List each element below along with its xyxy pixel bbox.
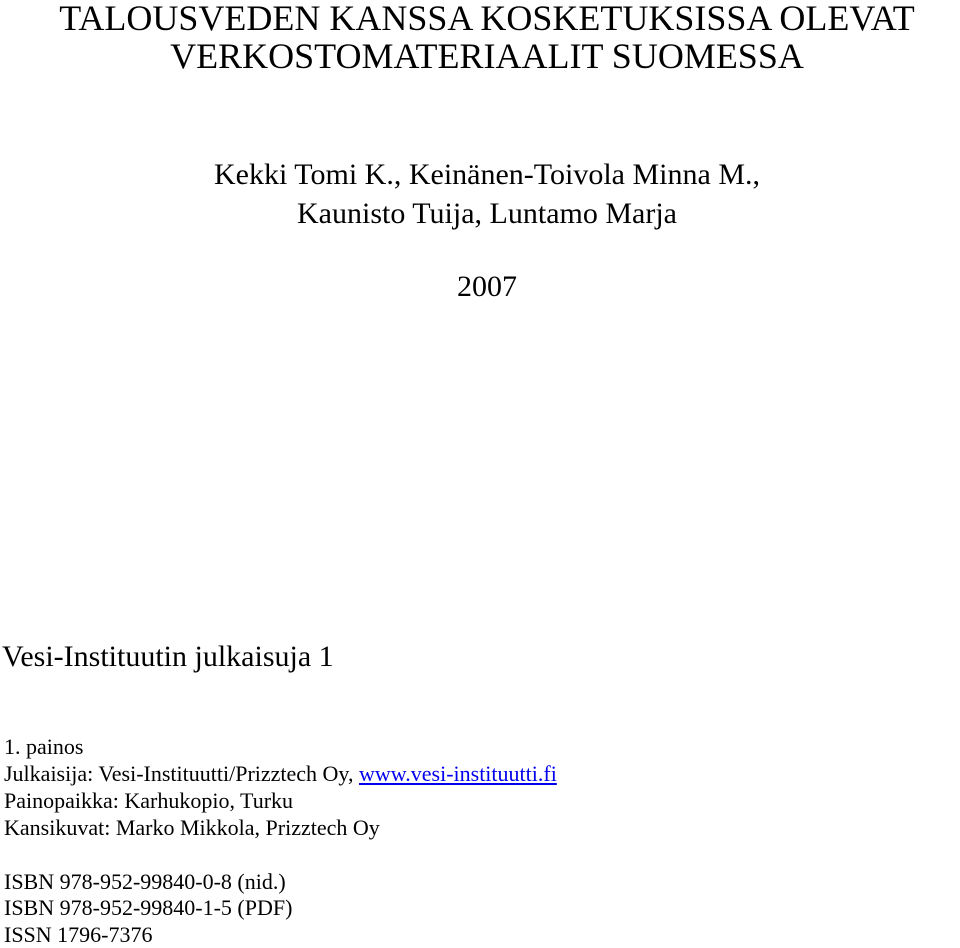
publisher-link[interactable]: www.vesi-instituutti.fi <box>359 761 557 786</box>
document-title-line-1: TALOUSVEDEN KANSSA KOSKETUKSISSA OLEVAT <box>59 0 915 38</box>
isbn-pdf: ISBN 978-952-99840-1-5 (PDF) <box>4 895 293 920</box>
isbn-print: ISBN 978-952-99840-0-8 (nid.) <box>4 869 286 894</box>
series-title: Vesi-Instituutin julkaisuja 1 <box>2 640 334 673</box>
edition: 1. painos <box>4 734 84 759</box>
issn: ISSN 1796-7376 <box>4 922 153 947</box>
cover-credits: Kansikuvat: Marko Mikkola, Prizztech Oy <box>4 815 380 840</box>
authors-line-1: Kekki Tomi K., Keinänen-Toivola Minna M., <box>214 158 760 191</box>
document-title-line-2: VERKOSTOMATERIAALIT SUOMESSA <box>170 36 804 76</box>
publisher-line <box>4 761 557 787</box>
authors-line-2: Kaunisto Tuija, Luntamo Marja <box>297 197 677 230</box>
publisher-label: Julkaisija: Vesi-Instituutti/Prizztech Oy, <box>4 761 360 786</box>
publication-year: 2007 <box>457 270 517 303</box>
printer: Painopaikka: Karhukopio, Turku <box>4 788 294 813</box>
